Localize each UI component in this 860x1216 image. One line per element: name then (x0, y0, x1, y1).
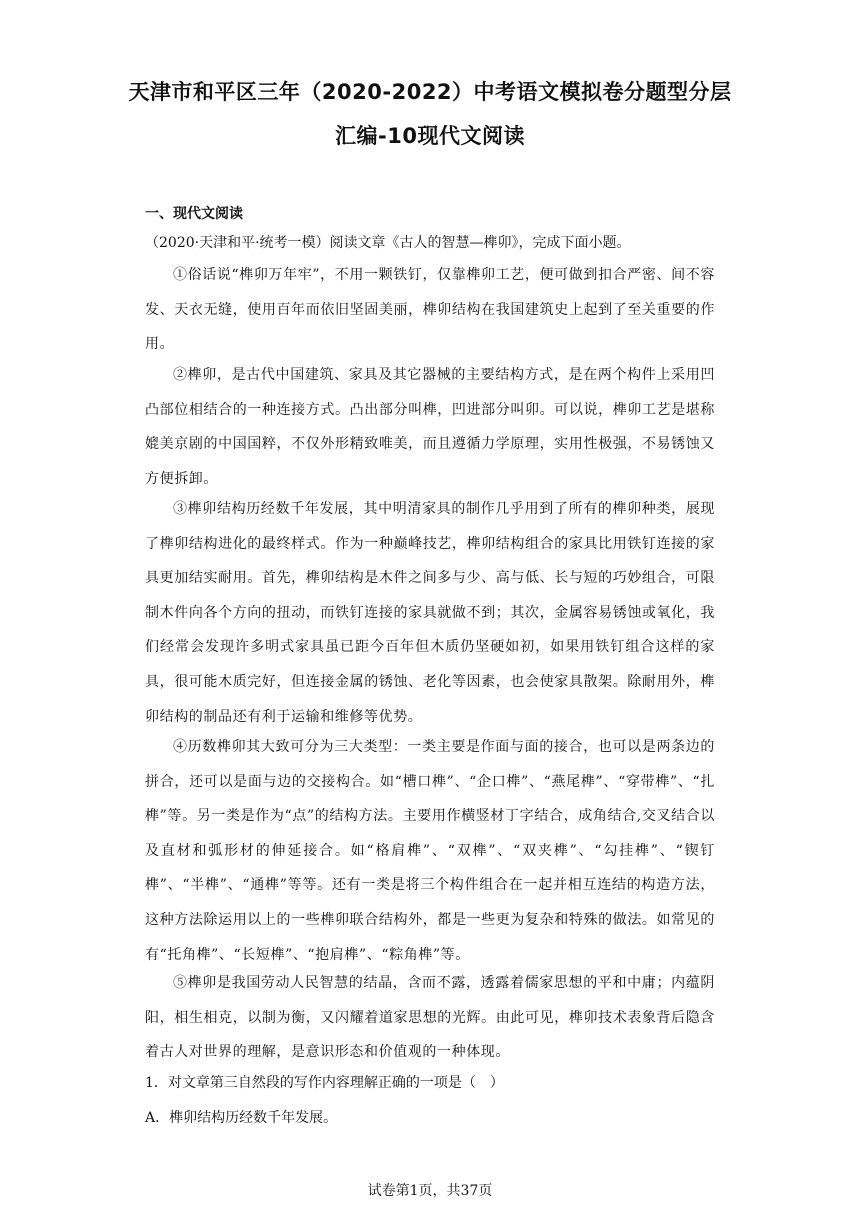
document-title-line1: 天津市和平区三年（2020-2022）中考语文模拟卷分题型分层 (128, 80, 732, 104)
question-1-stem: 1．对文章第三自然段的写作内容理解正确的一项是（ ） (145, 1075, 504, 1091)
source-line: （2020·天津和平·统考一模）阅读文章《古人的智慧—榫卯》，完成下面小题。 (145, 235, 631, 251)
article-paragraph-5: ⑤榫卯是我国劳动人民智慧的结晶，含而不露，透露着儒家思想的平和中庸；内蕴阴阳，相生相克，以制为衡，又闪耀着道家思想的光辉。由此可见，榫卯技术表象背后隐含着古人对世界的理解，是意识形态和价值观的一种体现。 (145, 975, 715, 1061)
article-paragraph-4: ④历数榫卯其大致可分为三大类型：一类主要是作面与面的接合，也可以是两条边的拼合，还可以是面与边的交接构合。如“槽口榫”、“企口榫”、“燕尾榫”、“穿带榫”、“扎榫”等。另一类是作为“点”的结构方法。主要用作横竖材丁字结合，成角结合,交叉结合以及直材和弧形材的伸延接合。如“格肩榫”、“双榫”、“双夹榫”、“勾挂榫”、“锲钉榫”、“半榫”、“通榫”等等。还有一类是将三个构件组合在一起并相互连结的构造方法，这种方法除运用以上的一些榫卯联合结构外，都是一些更为复杂和特殊的做法。如常见的有“托角榫”、“长短榫”、“抱肩榫”、“粽角榫”等。 (145, 739, 715, 963)
article-paragraph-1: ①俗话说“榫卯万年牢”，不用一颗铁钉，仅靠榫卯工艺，便可做到扣合严密、间不容发、天衣无缝，使用百年而依旧坚固美丽，榫卯结构在我国建筑史上起到了至关重要的作用。 (145, 267, 715, 353)
section-heading: 一、现代文阅读 (145, 206, 243, 222)
article-paragraph-2: ②榫卯，是古代中国建筑、家具及其它器械的主要结构方式，是在两个构件上采用凹凸部位相结合的一种连接方式。凸出部分叫榫，凹进部分叫卯。可以说，榫卯工艺是堪称媲美京剧的中国国粹，不仅外形精致唯美，而且遵循力学原理，实用性极强，不易锈蚀又方便拆卸。 (145, 367, 715, 487)
article-paragraph-3: ③榫卯结构历经数千年发展，其中明清家具的制作几乎用到了所有的榫卯种类，展现了榫卯结构进化的最终样式。作为一种巅峰技艺，榫卯结构组合的家具比用铁钉连接的家具更加结实耐用。首先，榫卯结构是木件之间多与少、高与低、长与短的巧妙组合，可限制木件向各个方向的扭动，而铁钉连接的家具就做不到；其次，金属容易锈蚀或氧化，我们经常会发现许多明式家具虽已距今百年但木质仍坚硬如初，如果用铁钉组合这样的家具，很可能木质完好，但连接金属的锈蚀、老化等因素，也会使家具散架。除耐用外，榫卯结构的制品还有利于运输和维修等优势。 (145, 501, 715, 725)
document-title-line2: 汇编-10现代文阅读 (335, 124, 525, 148)
page-footer: 试卷第1页，共37页 (367, 1183, 493, 1199)
question-1-option-a[interactable]: A．榫卯结构历经数千年发展。 (145, 1110, 338, 1126)
